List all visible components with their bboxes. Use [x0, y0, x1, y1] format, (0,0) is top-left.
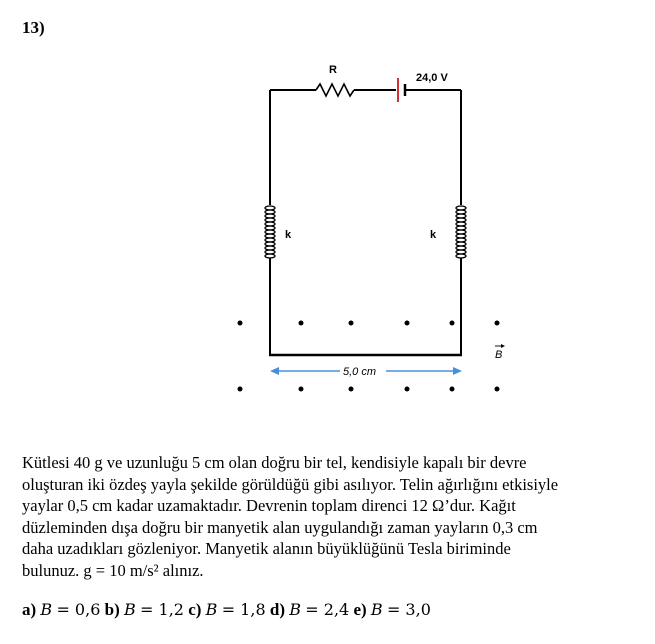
- option-var: B: [40, 600, 53, 619]
- spring-left-label: k: [285, 229, 292, 241]
- field-vector-label: [495, 344, 505, 361]
- option-var: B: [289, 600, 302, 619]
- option-d[interactable]: [270, 600, 354, 619]
- battery-label: 24,0 V: [416, 72, 448, 84]
- option-a[interactable]: [22, 600, 105, 619]
- resistor-symbol: [316, 84, 354, 96]
- option-letter: b): [104, 600, 120, 619]
- option-b[interactable]: [105, 600, 189, 619]
- problem-line: oluşturan iki özdeş yayla şekilde görüldüğü gibi asılıyor. Telin ağırlığını etkisiyle: [22, 474, 559, 494]
- option-value: = 1,8: [221, 600, 266, 619]
- svg-text:B: B: [495, 349, 503, 361]
- option-e[interactable]: [353, 600, 430, 619]
- problem-line: Kütlesi 40 g ve uzunluğu 5 cm olan doğru bir tel, kendisiyle kapalı bir devre: [22, 453, 527, 472]
- problem-line: düzleminden dışa doğru bir manyetik alan uygulandığı zaman yayların 0,3 cm: [22, 517, 538, 537]
- spring-right-label: k: [430, 229, 437, 241]
- option-value: = 2,4: [305, 600, 350, 619]
- question-number: 13): [22, 18, 45, 37]
- option-letter: d): [269, 600, 285, 619]
- option-value: = 1,2: [140, 600, 184, 619]
- option-var: B: [370, 600, 383, 619]
- problem-line: daha uzadıkları gözleniyor. Manyetik alanın büyüklüğünü Tesla biriminde: [22, 539, 511, 558]
- option-letter: e): [353, 600, 367, 619]
- option-var: B: [124, 600, 136, 619]
- problem-text: [22, 452, 628, 581]
- problem-line: bulunuz. g = 10 m/s² alınız.: [22, 560, 204, 580]
- option-value: = 0,6: [56, 600, 101, 619]
- left-spring: [265, 206, 275, 258]
- problem-line: yaylar 0,5 cm kadar uzamaktadır. Devrenin toplam direnci 12 Ω’dur. Kağıt: [22, 496, 516, 515]
- right-spring: [456, 206, 466, 258]
- resistor-label: R: [329, 64, 337, 76]
- option-letter: c): [188, 600, 202, 619]
- wire-length-label: 5,0 cm: [343, 366, 377, 378]
- field-dots-row-2: [238, 387, 500, 392]
- option-c[interactable]: [188, 600, 270, 619]
- answer-options: [22, 600, 431, 620]
- option-letter: a): [22, 600, 37, 619]
- option-var: B: [205, 600, 218, 619]
- option-value: = 3,0: [386, 600, 431, 619]
